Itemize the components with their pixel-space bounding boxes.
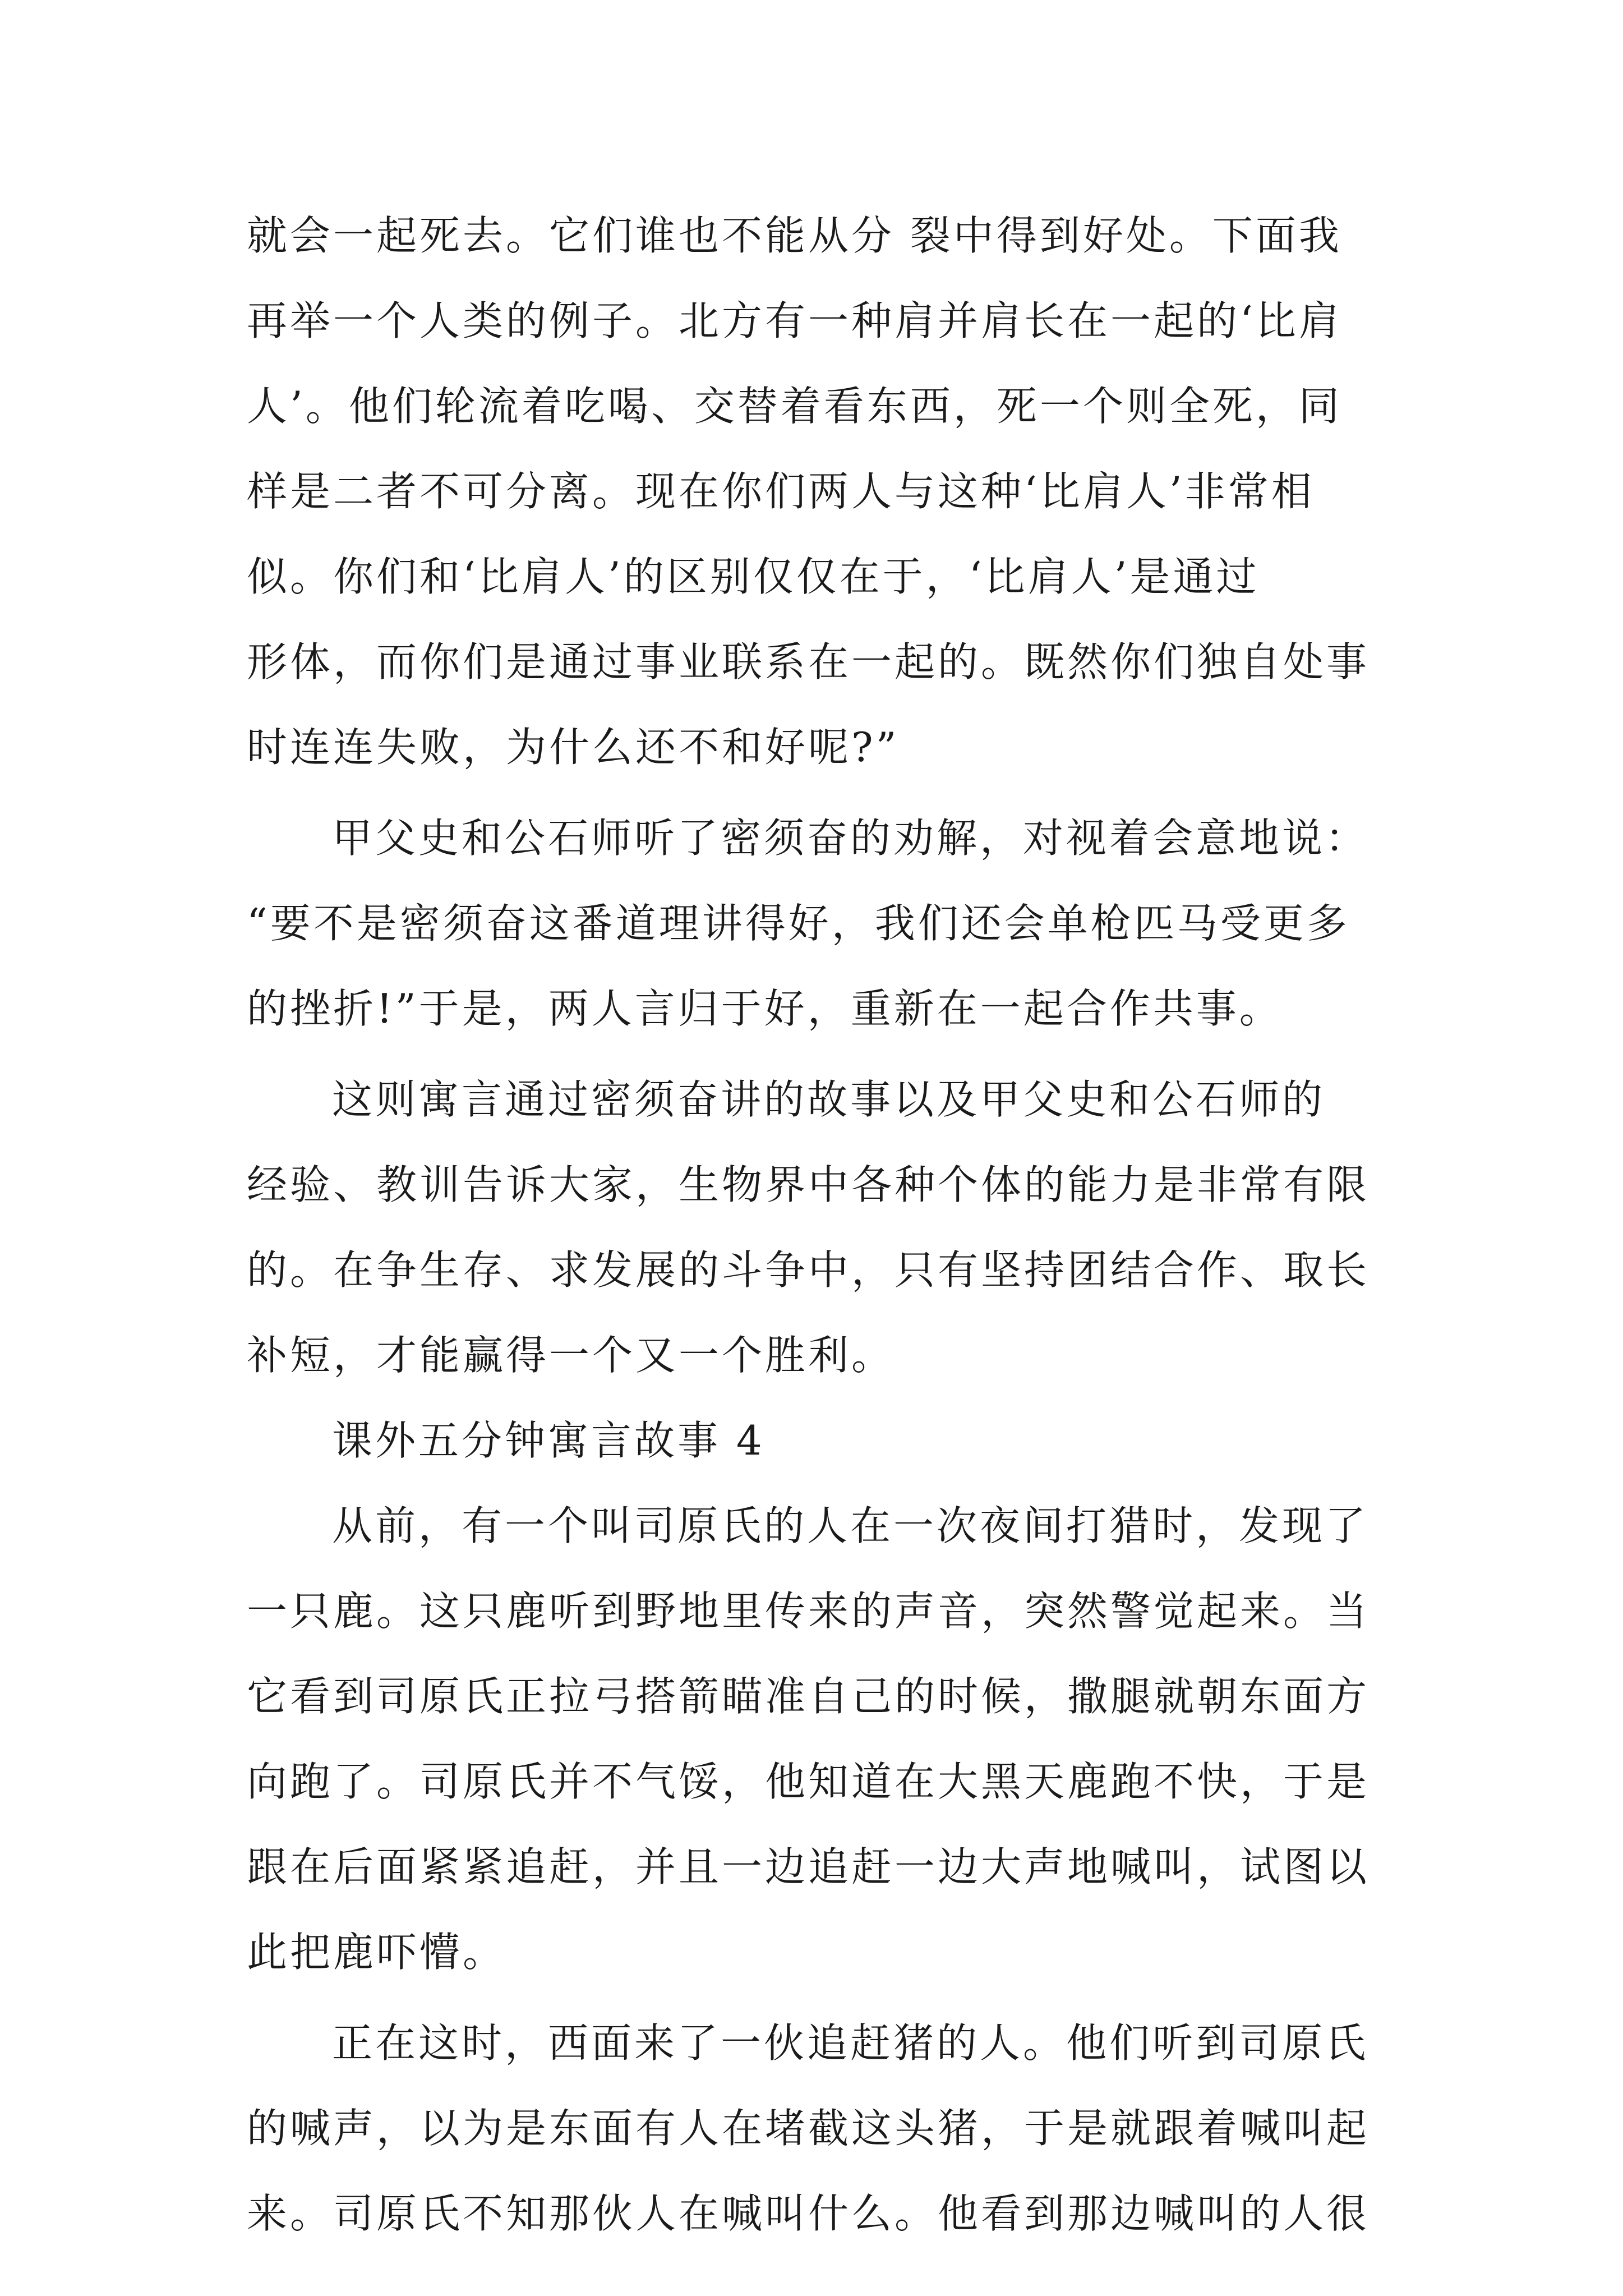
text-line: 样是二者不可分离。现在你们两人与这种‘比肩人’非常相 (247, 468, 1315, 515)
text-line: 从前，有一个叫司原氏的人在一次夜间打猎时，发现了 (332, 1502, 1369, 1549)
text-line: 它看到司原氏正拉弓搭箭瞄准自己的时候，撒腿就朝东面方 (247, 1673, 1370, 1720)
text-line: 的挫折!”于是，两人言归于好，重新在一起合作共事。 (247, 985, 1283, 1032)
paragraph-5 (247, 1483, 1385, 1995)
paragraph-6 (247, 2000, 1385, 2256)
text-line: 补短，才能赢得一个又一个胜利。 (247, 1332, 895, 1379)
text-line: 就会一起死去。它们谁也不能从分 裂中得到好处。下面我 (247, 212, 1342, 259)
text-line: 正在这时，西面来了一伙追赶猪的人。他们听到司原氏 (332, 2019, 1369, 2067)
text-line: 来。司原氏不知那伙人在喊叫什么。他看到那边喊叫的人很 (247, 2190, 1370, 2237)
text-line: 人’。他们轮流着吃喝、交替着看东西，死一个则全死，同 (247, 383, 1342, 430)
text-line: “要不是密须奋这番道理讲得好，我们还会单枪匹马受更多 (247, 900, 1350, 947)
text-line: 甲父史和公石师听了密须奋的劝解，对视着会意地说： (332, 815, 1369, 862)
text-line: 跟在后面紧紧追赶，并且一边追赶一边大声地喊叫，试图以 (247, 1843, 1370, 1890)
section-heading (247, 1398, 1385, 1483)
text-line: 此把鹿吓懵。 (247, 1929, 506, 1976)
text-line: 形体，而你们是通过事业联系在一起的。既然你们独自处事 (247, 638, 1370, 685)
text-line: 一只鹿。这只鹿听到野地里传来的声音，突然警觉起来。当 (247, 1588, 1370, 1635)
text-line: 似。你们和‘比肩人’的区别仅仅在于，‘比肩人’是通过 (247, 553, 1260, 600)
body-text (247, 193, 1385, 2256)
text-line: 的喊声，以为是东面有人在堵截这头猪，于是就跟着喊叫起 (247, 2105, 1370, 2152)
text-line: 这则寓言通过密须奋讲的故事以及甲父史和公石师的 (332, 1076, 1326, 1123)
text-line: 经验、教训告诉大家，生物界中各种个体的能力是非常有限 (247, 1161, 1370, 1208)
text-line: 再举一个人类的例子。北方有一种肩并肩长在一起的‘比肩 (247, 297, 1342, 344)
text-line: 的。在争生存、求发展的斗争中，只有坚持团结合作、取长 (247, 1246, 1370, 1294)
heading-text: 课外五分钟寓言故事 4 (332, 1417, 765, 1464)
paragraph-2 (247, 795, 1385, 1051)
text-line: 向跑了。司原氏并不气馁，他知道在大黑天鹿跑不快，于是 (247, 1758, 1370, 1805)
paragraph-3 (247, 1057, 1385, 1398)
text-line: 时连连失败，为什么还不和好呢?” (247, 724, 900, 771)
paragraph-1 (247, 193, 1385, 790)
